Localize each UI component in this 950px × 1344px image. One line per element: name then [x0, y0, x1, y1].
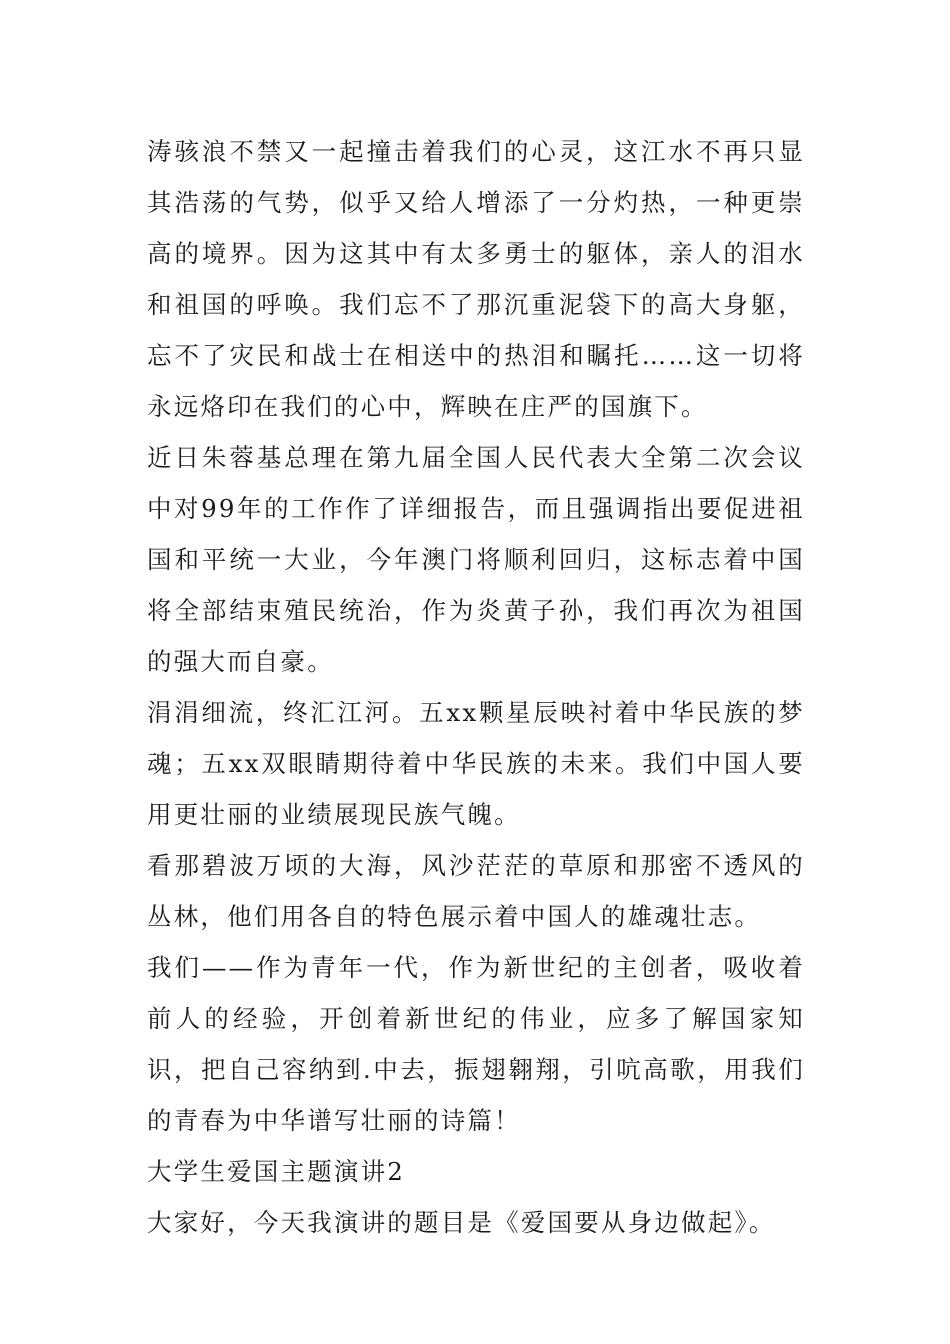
- paragraph-landscape: 看那碧波万顷的大海，风沙茫茫的草原和那密不透风的丛林，他们用各自的特色展示着中国人的雄魂壮志。: [147, 851, 805, 931]
- document-body: [147, 126, 805, 1248]
- paragraph-speech-opening: 大家好，今天我演讲的题目是《爱国要从身边做起》。: [147, 1208, 776, 1237]
- paragraph-nation-dream: 涓涓细流，终汇江河。五xx颗星辰映衬着中华民族的梦魂；五xx双眼睛期待着中华民族的未来。我们中国人要用更壮丽的业绩展现民族气魄。: [147, 698, 805, 829]
- paragraph-youth: 我们——作为青年一代，作为新世纪的主创者，吸收着前人的经验，开创着新世纪的伟业，应多了解国家知识，把自己容纳到.中去，振翅翱翔，引吭高歌，用我们的青春为中华谱写壮丽的诗篇！: [147, 953, 805, 1135]
- section-heading: 大学生爱国主题演讲2: [147, 1157, 406, 1186]
- paragraph-river-spirit: 涛骇浪不禁又一起撞击着我们的心灵，这江水不再只显其浩荡的气势，似乎又给人增添了一分灼热，一种更崇高的境界。因为这其中有太多勇士的躯体，亲人的泪水和祖国的呼唤。我们忘不了那沉重泥袋下的高大身躯，忘不了灾民和战士在相送中的热泪和瞩托……这一切将永远烙印在我们的心中，辉映在庄严的国旗下。: [147, 137, 805, 421]
- paragraph-government-report: 近日朱蓉基总理在第九届全国人民代表大全第二次会议中对99年的工作作了详细报告，而且强调指出要促进祖国和平统一大业，今年澳门将顺利回归，这标志着中国将全部结束殖民统治，作为炎黄子孙，我们再次为祖国的强大而自豪。: [147, 443, 805, 676]
